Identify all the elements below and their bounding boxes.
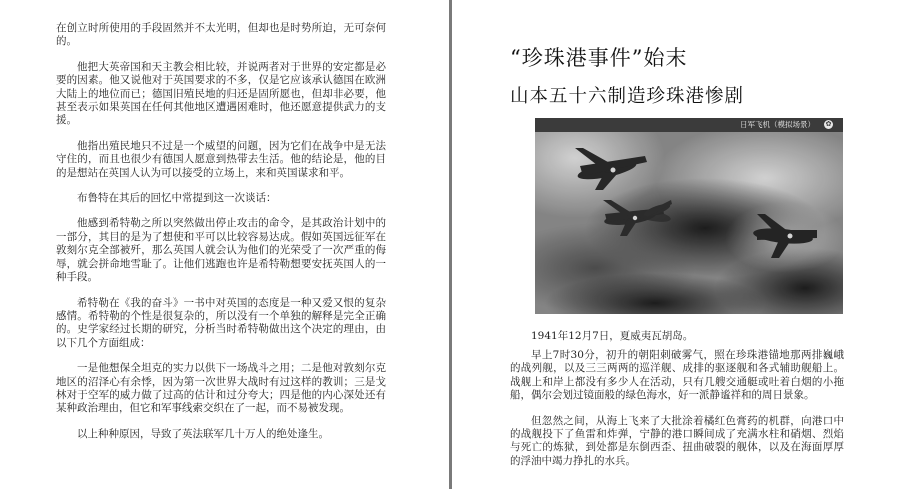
right-text-block bbox=[510, 349, 844, 480]
war-planes-photo bbox=[535, 118, 843, 314]
publisher-logo-icon: ✿ bbox=[825, 120, 832, 128]
left-paragraph: 他感到希特勒之所以突然做出停止攻击的命令，是其政治计划中的一部分，其目的是为了想使和平可以比较容易达成。假如英国远征军在敦刻尔克全部被歼，那么英国人就会认为他们的光荣受了一次严重的侮辱，就会拼命地雪耻了。让他们逃跑也许是希特勒想要安抚英国人的一种手段。 bbox=[56, 217, 386, 284]
left-paragraph: 在创立时所使用的手段固然并不太光明，但却也是时势所迫，无可奈何的。 bbox=[56, 22, 386, 48]
right-paragraph: 早上7时30分，初升的朝阳刺破雾气，照在珍珠港锚地那两排巍峨的战列舰，以及三三两两的巡洋舰、成排的驱逐舰和各式辅助舰船上。战舰上和岸上都没有多少人在活动，只有几艘交通艇或吐着白烟的小拖船，偶尔会划过镜面般的绿色海水，好一派静谧祥和的周日景象。 bbox=[510, 349, 844, 402]
war-planes-illustration bbox=[535, 118, 843, 314]
left-page bbox=[0, 0, 449, 489]
chapter-subtitle: 山本五十六制造珍珠港惨剧 bbox=[510, 86, 745, 107]
date-line: 1941年12月7日，夏威夷瓦胡岛。 bbox=[531, 330, 694, 342]
left-paragraph: 一是他想保全坦克的实力以供下一场战斗之用；二是他对敦刻尔克地区的沼泽心有余悸，因为第一次世界大战时有过这样的教训；三是戈林对于空军的威力做了过高的估计和过分夸大；四是他的内心深处还有某种政治理由，但它和军事线索交织在了一起，而不易被发现。 bbox=[56, 362, 386, 415]
left-paragraph: 布鲁特在其后的回忆中常提到这一次谈话： bbox=[77, 192, 277, 205]
photo-caption-bar bbox=[535, 118, 843, 132]
left-paragraph: 以上种种原因，导致了英法联军几十万人的绝处逢生。 bbox=[77, 427, 329, 440]
right-page bbox=[452, 0, 900, 489]
left-paragraph: 希特勒在《我的奋斗》一书中对英国的态度是一种又爱又恨的复杂感情。希特勒的个性是很复杂的，所以没有一个单独的解释是完全正确的。史学家经过长期的研究，分析当时希特勒做出这个决定的理由，由以下几个方面组成： bbox=[56, 296, 386, 349]
left-paragraph: 他指出殖民地只不过是一个威望的问题，因为它们在战争中是无法守住的，而且也很少有德国人愿意到热带去生活。他的结论是，他的目的是想站在英国人认为可以接受的立场上，来和英国谋求和平。 bbox=[56, 139, 386, 179]
chapter-title: “珍珠港事件”始末 bbox=[510, 46, 688, 70]
photo-caption: 日军飞机（模拟场景） bbox=[740, 120, 815, 129]
left-text-column bbox=[56, 22, 386, 453]
left-paragraph: 他把大英帝国和天主教会相比较，并说两者对于世界的安定都是必要的因素。他又说他对于英国要求的不多，仅是它应该承认德国在欧洲大陆上的地位而已；德国旧殖民地的归还是固所愿也，但却非必要，他甚至表示如果英国在任何其他地区遭遇困难时，他还愿意提供武力的支援。 bbox=[56, 60, 386, 127]
right-paragraph: 但忽然之间，从海上飞来了大批涂着橘红色膏药的机群，向港口中的战舰投下了鱼雷和炸弹，宁静的港口瞬间成了充满水柱和硝烟、烈焰与死亡的炼狱，到处都是东倒西歪、扭曲破裂的舰体，以及在海面厚厚的浮油中竭力挣扎的水兵。 bbox=[510, 414, 844, 467]
